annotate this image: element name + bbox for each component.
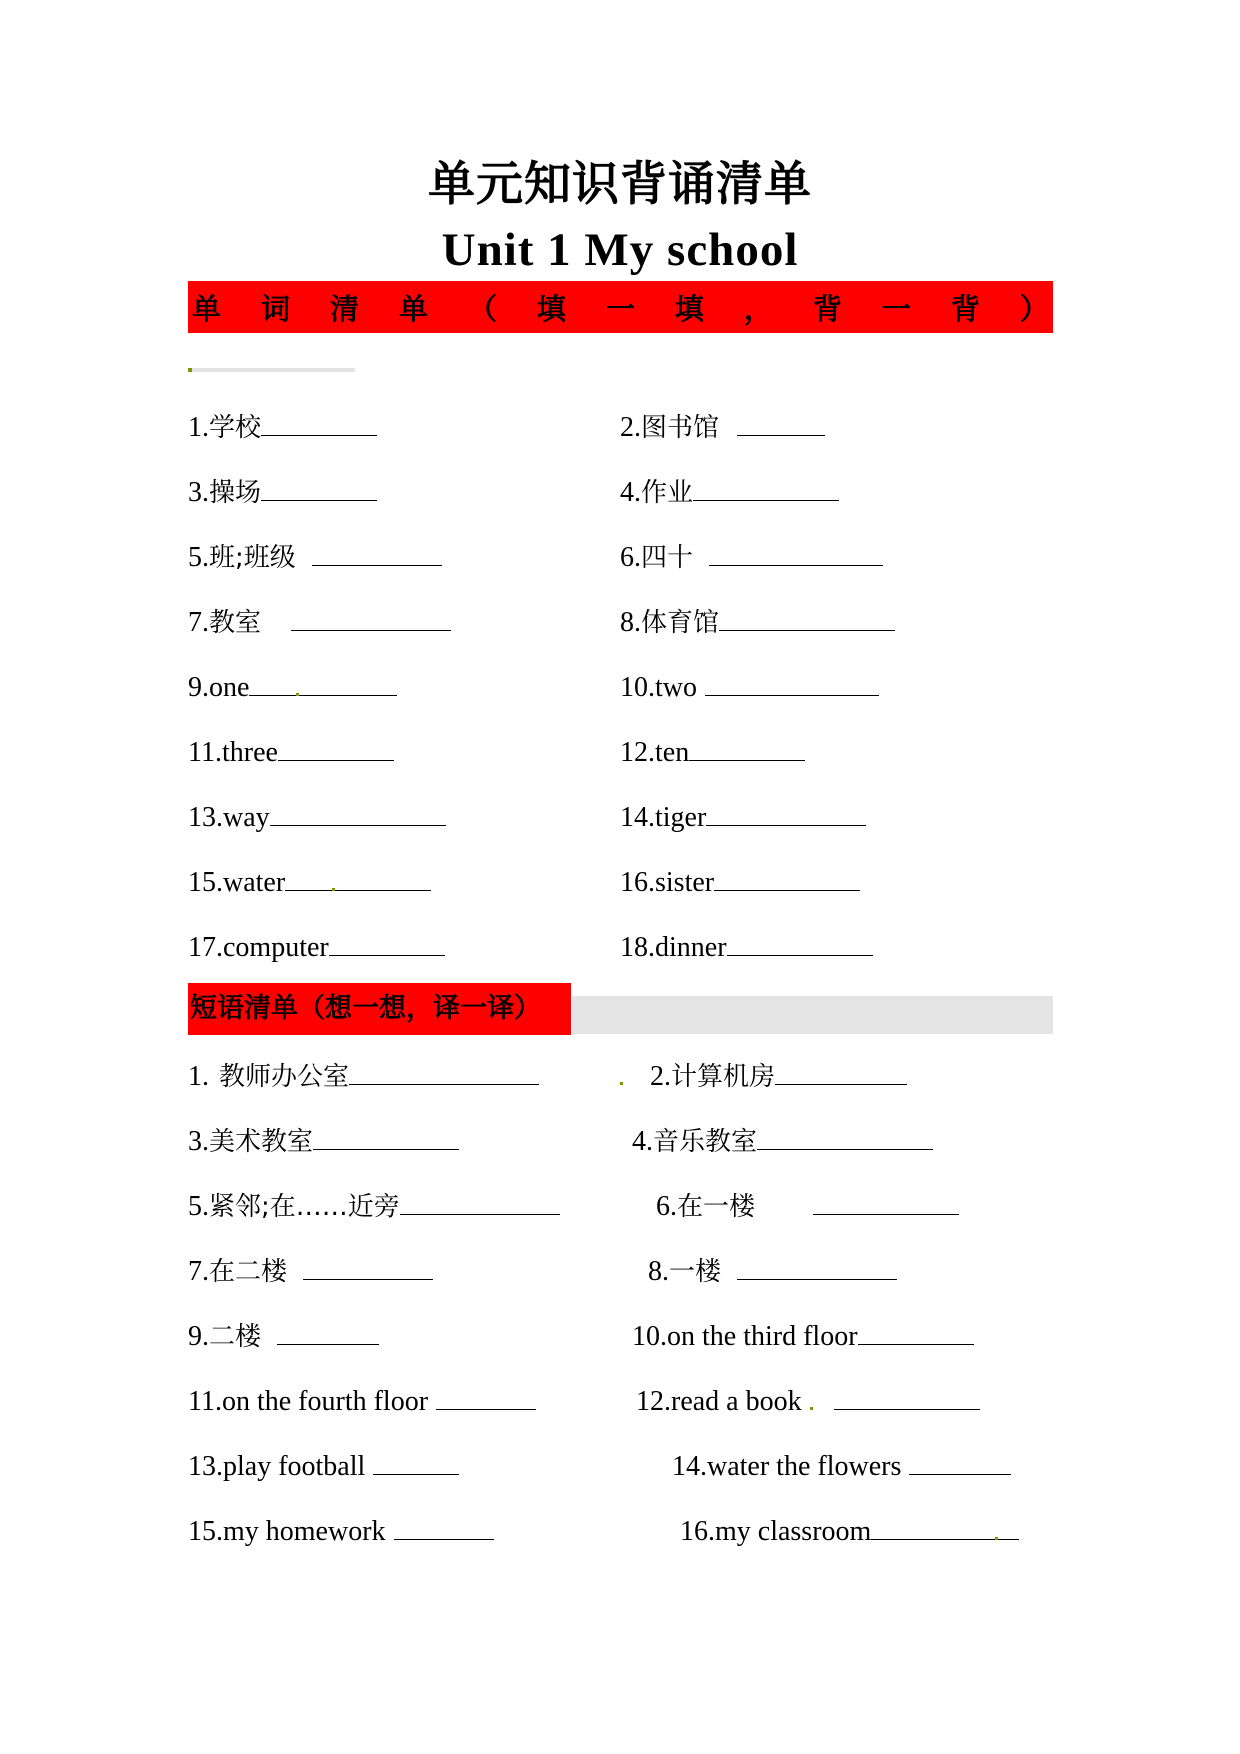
page-title: 单元知识背诵清单: [428, 157, 812, 212]
answer-blank[interactable]: [714, 866, 860, 891]
answer-blank[interactable]: [775, 1060, 907, 1085]
answer-blank[interactable]: [757, 1125, 933, 1150]
answer-blank[interactable]: [693, 476, 839, 501]
phrase-item-15: 15.my homework: [188, 1515, 494, 1548]
answer-blank[interactable]: [329, 931, 445, 956]
phrase-item-8: 8.一楼: [648, 1255, 897, 1288]
answer-blank[interactable]: [312, 541, 442, 566]
phrase-item-12: 12.read a book: [636, 1385, 980, 1418]
answer-blank[interactable]: [303, 1255, 433, 1280]
answer-blank[interactable]: [689, 736, 805, 761]
phrase-item-14: 14.water the flowers: [672, 1450, 1011, 1483]
word-item-13: 13.way: [188, 801, 446, 834]
banner-char: 单: [398, 291, 428, 326]
answer-blank[interactable]: [278, 736, 394, 761]
banner-char: 背: [812, 291, 842, 326]
stray-mark: [620, 1082, 623, 1085]
phrase-item-7: 7.在二楼: [188, 1255, 433, 1288]
words-section-banner: [188, 281, 1053, 333]
phrases-section-banner: 短语清单（想一想，译一译）: [188, 983, 571, 1035]
answer-blank[interactable]: [277, 1320, 379, 1345]
word-item-14: 14.tiger: [620, 801, 866, 834]
divider: [188, 368, 355, 372]
word-item-9: 9.one: [188, 671, 397, 704]
banner-char: 填: [674, 291, 704, 326]
word-item-17: 17.computer: [188, 931, 445, 964]
stray-mark: [810, 1407, 813, 1410]
answer-blank[interactable]: [400, 1190, 560, 1215]
answer-blank[interactable]: [705, 671, 879, 696]
banner-char: 词: [260, 291, 290, 326]
stray-mark: [995, 1537, 998, 1540]
banner-char: 清: [329, 291, 359, 326]
phrase-item-16: 16.my classroom: [680, 1515, 1019, 1548]
banner-char: ）: [1019, 291, 1049, 326]
banner-char: 填: [536, 291, 566, 326]
word-item-2: 2.图书馆: [620, 411, 825, 444]
word-item-7: 7.教室: [188, 606, 451, 639]
answer-blank[interactable]: [709, 541, 883, 566]
phrase-item-2: 2.计算机房: [650, 1060, 907, 1093]
word-item-10: 10.two: [620, 671, 879, 704]
word-item-16: 16.sister: [620, 866, 860, 899]
stray-mark: [296, 693, 299, 696]
answer-blank[interactable]: [727, 931, 873, 956]
phrase-item-5: 5.紧邻;在……近旁: [188, 1190, 560, 1223]
phrase-item-9: 9.二楼: [188, 1320, 379, 1353]
banner-char: 背: [950, 291, 980, 326]
word-item-15: 15.water: [188, 866, 431, 899]
phrase-item-13: 13.play football: [188, 1450, 459, 1483]
answer-blank[interactable]: [834, 1385, 980, 1410]
phrase-item-1: 1. 教师办公室: [188, 1060, 539, 1093]
word-item-3: 3.操场: [188, 476, 377, 509]
answer-blank[interactable]: [813, 1190, 959, 1215]
stray-mark: [332, 888, 335, 891]
answer-blank[interactable]: [858, 1320, 974, 1345]
answer-blank[interactable]: [909, 1450, 1011, 1475]
answer-blank[interactable]: [261, 476, 377, 501]
answer-blank[interactable]: [737, 411, 825, 436]
answer-blank[interactable]: [349, 1060, 539, 1085]
answer-blank[interactable]: [394, 1515, 494, 1540]
divider-mark: [188, 368, 192, 372]
phrase-item-3: 3.美术教室: [188, 1125, 459, 1158]
phrase-item-6: 6.在一楼: [656, 1190, 959, 1223]
word-item-1: 1.学校: [188, 411, 377, 444]
word-item-8: 8.体育馆: [620, 606, 895, 639]
banner-char: ，: [743, 291, 773, 326]
word-item-18: 18.dinner: [620, 931, 873, 964]
word-item-11: 11.three: [188, 736, 394, 769]
answer-blank[interactable]: [436, 1385, 536, 1410]
answer-blank[interactable]: [313, 1125, 459, 1150]
answer-blank[interactable]: [719, 606, 895, 631]
word-item-6: 6.四十: [620, 541, 883, 574]
phrases-banner-fill: [572, 996, 1053, 1034]
banner-char: 单: [192, 291, 222, 326]
answer-blank[interactable]: [706, 801, 866, 826]
answer-blank[interactable]: [249, 671, 397, 696]
answer-blank[interactable]: [270, 801, 446, 826]
answer-blank[interactable]: [373, 1450, 459, 1475]
answer-blank[interactable]: [291, 606, 451, 631]
banner-char: （: [467, 291, 497, 326]
banner-char: 一: [605, 291, 635, 326]
phrase-item-11: 11.on the fourth floor: [188, 1385, 536, 1418]
answer-blank[interactable]: [737, 1255, 897, 1280]
answer-blank[interactable]: [285, 866, 431, 891]
banner-char: 一: [881, 291, 911, 326]
phrase-item-4: 4.音乐教室: [632, 1125, 933, 1158]
answer-blank[interactable]: [261, 411, 377, 436]
word-item-12: 12.ten: [620, 736, 805, 769]
word-item-5: 5.班;班级: [188, 541, 442, 574]
word-item-4: 4.作业: [620, 476, 839, 509]
unit-title: Unit 1 My school: [441, 224, 799, 276]
phrase-item-10: 10.on the third floor: [632, 1320, 974, 1353]
